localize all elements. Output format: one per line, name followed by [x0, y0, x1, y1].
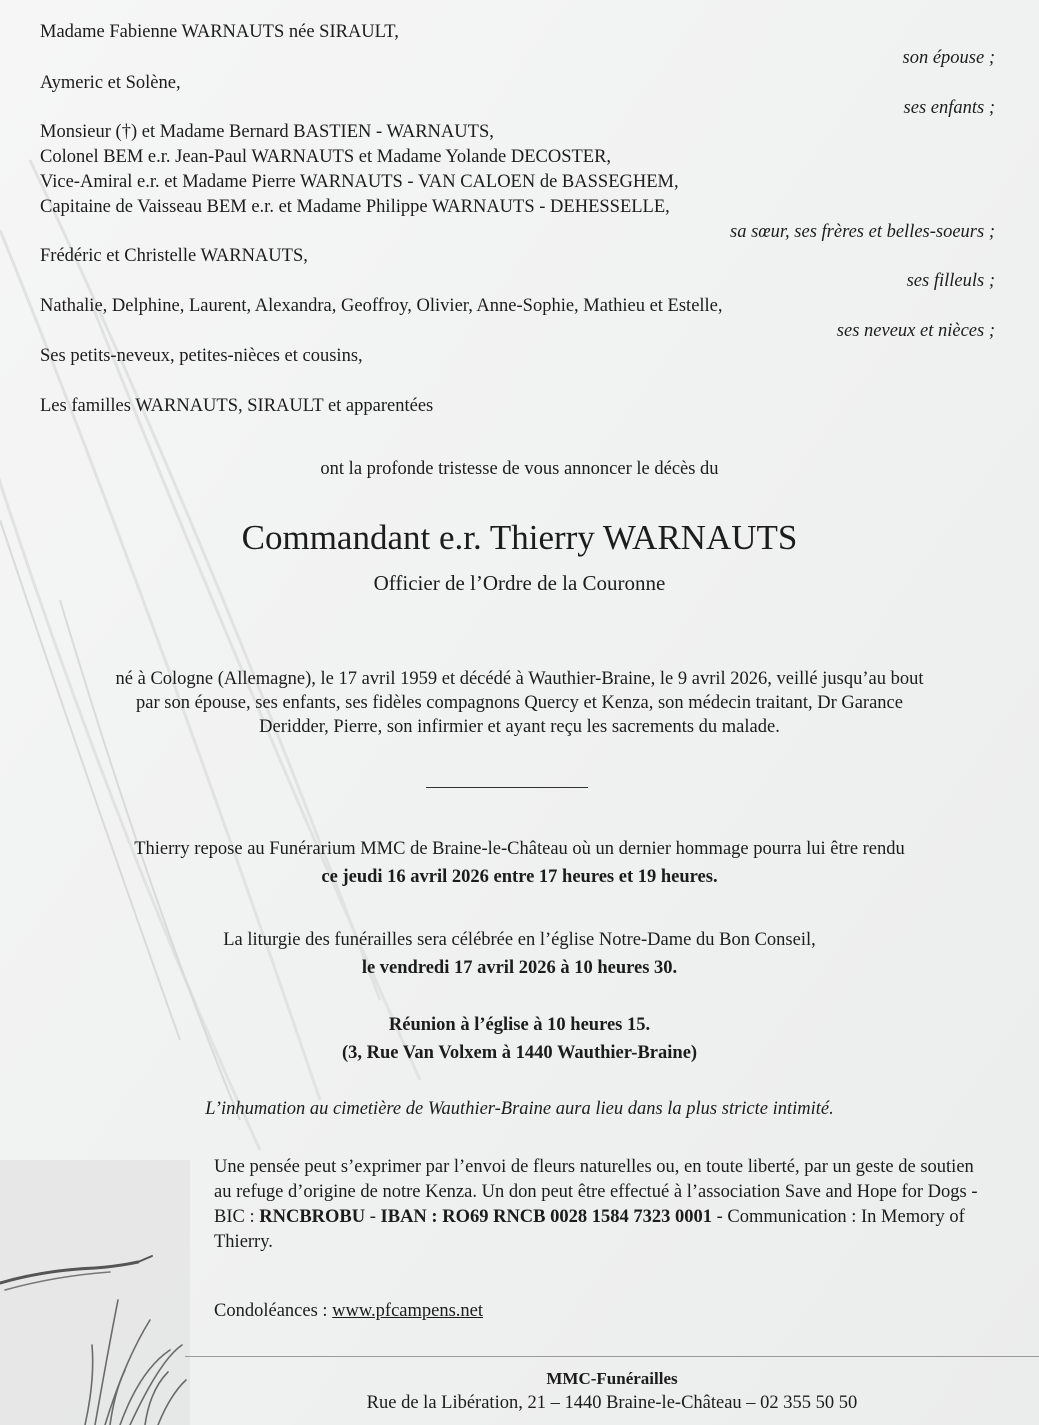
- footer-address: Rue de la Libération, 21 – 1440 Braine-le-Château – 02 355 50 50: [366, 1393, 858, 1413]
- godchildren-names: Frédéric et Christelle WARNAUTS,: [40, 246, 308, 266]
- bio-line: né à Cologne (Allemagne), le 17 avril 1959 et décédé à Wauthier-Braine, le 9 avril 2026, veillé jusqu’au bout: [115, 669, 924, 689]
- sibling-line: Colonel BEM e.r. Jean-Paul WARNAUTS et Madame Yolande DECOSTER,: [40, 147, 612, 167]
- iban-code: RO69 RNCB 0028 1584 7323 0001: [442, 1207, 712, 1227]
- communication-text: - Communication : In Memory of Thierry.: [214, 1207, 965, 1252]
- meeting-address: (3, Rue Van Volxem à 1440 Wauthier-Braine): [341, 1043, 698, 1063]
- condolences-label: Condoléances :: [214, 1301, 333, 1321]
- meeting-time: Réunion à l’église à 10 heures 15.: [388, 1015, 651, 1035]
- families-line: Les familles WARNAUTS, SIRAULT et apparentées: [40, 396, 434, 416]
- viewing-date: ce jeudi 16 avril 2026 entre 17 heures et 19 heures.: [321, 867, 718, 887]
- footer-company: MMC-Funérailles: [546, 1369, 678, 1388]
- children-names: Aymeric et Solène,: [40, 73, 181, 93]
- burial-note: L’inhumation au cimetière de Wauthier-Braine aura lieu dans la plus stricte intimité.: [205, 1099, 834, 1119]
- nephews-names: Nathalie, Delphine, Laurent, Alexandra, Geoffroy, Olivier, Anne-Sophie, Mathieu et Estelle,: [40, 296, 723, 316]
- sibling-line: Vice-Amiral e.r. et Madame Pierre WARNAUTS - VAN CALOEN de BASSEGHEM,: [40, 172, 679, 192]
- nephews-role: ses neveux et nièces ;: [836, 321, 995, 341]
- grandnephews-line: Ses petits-neveux, petites-nièces et cousins,: [40, 346, 363, 366]
- liturgy-line: La liturgie des funérailles sera célébrée en l’église Notre-Dame du Bon Conseil,: [223, 930, 816, 950]
- bic-code: RNCBROBU: [259, 1207, 366, 1227]
- godchildren-role: ses filleuls ;: [906, 271, 995, 291]
- bic-label: BIC :: [214, 1207, 260, 1227]
- sibling-line: Capitaine de Vaisseau BEM e.r. et Madame Philippe WARNAUTS - DEHESSELLE,: [40, 197, 670, 217]
- deceased-name: Commandant e.r. Thierry WARNAUTS: [241, 518, 798, 557]
- donation-paragraph: [214, 1155, 994, 1255]
- bio-line: par son épouse, ses enfants, ses fidèles compagnons Quercy et Kenza, son médecin traitant, Dr Garance: [136, 693, 903, 713]
- separator: -: [365, 1207, 381, 1227]
- bio-line: Deridder, Pierre, son infirmier et ayant reçu les sacrements du malade.: [259, 717, 780, 737]
- condolences-link[interactable]: www.pfcampens.net: [332, 1301, 484, 1321]
- liturgy-date: le vendredi 17 avril 2026 à 10 heures 30.: [361, 958, 678, 978]
- announcement: ont la profonde tristesse de vous annoncer le décès du: [320, 459, 719, 479]
- sibling-line: Monsieur (†) et Madame Bernard BASTIEN - WARNAUTS,: [40, 122, 494, 142]
- spouse-name: Madame Fabienne WARNAUTS née SIRAULT,: [40, 22, 399, 42]
- footer-divider: [185, 1356, 1039, 1357]
- iban-label: IBAN :: [380, 1207, 443, 1227]
- donation-text: Une pensée peut s’exprimer par l’envoi de fleurs naturelles ou, en toute liberté, par un geste de soutien au refuge d’origine de notre Kenza. Un don peut être effectué à l’association Save and Hope for Dogs -: [214, 1157, 978, 1202]
- divider: [426, 787, 588, 788]
- children-role: ses enfants ;: [903, 98, 995, 118]
- spouse-role: son épouse ;: [902, 48, 995, 68]
- deceased-honour: Officier de l’Ordre de la Couronne: [373, 571, 666, 595]
- viewing-line: Thierry repose au Funérarium MMC de Braine-le-Château où un dernier hommage pourra lui être rendu: [134, 839, 905, 859]
- siblings-role: sa sœur, ses frères et belles-soeurs ;: [730, 222, 995, 242]
- condolences-line: [214, 1300, 483, 1322]
